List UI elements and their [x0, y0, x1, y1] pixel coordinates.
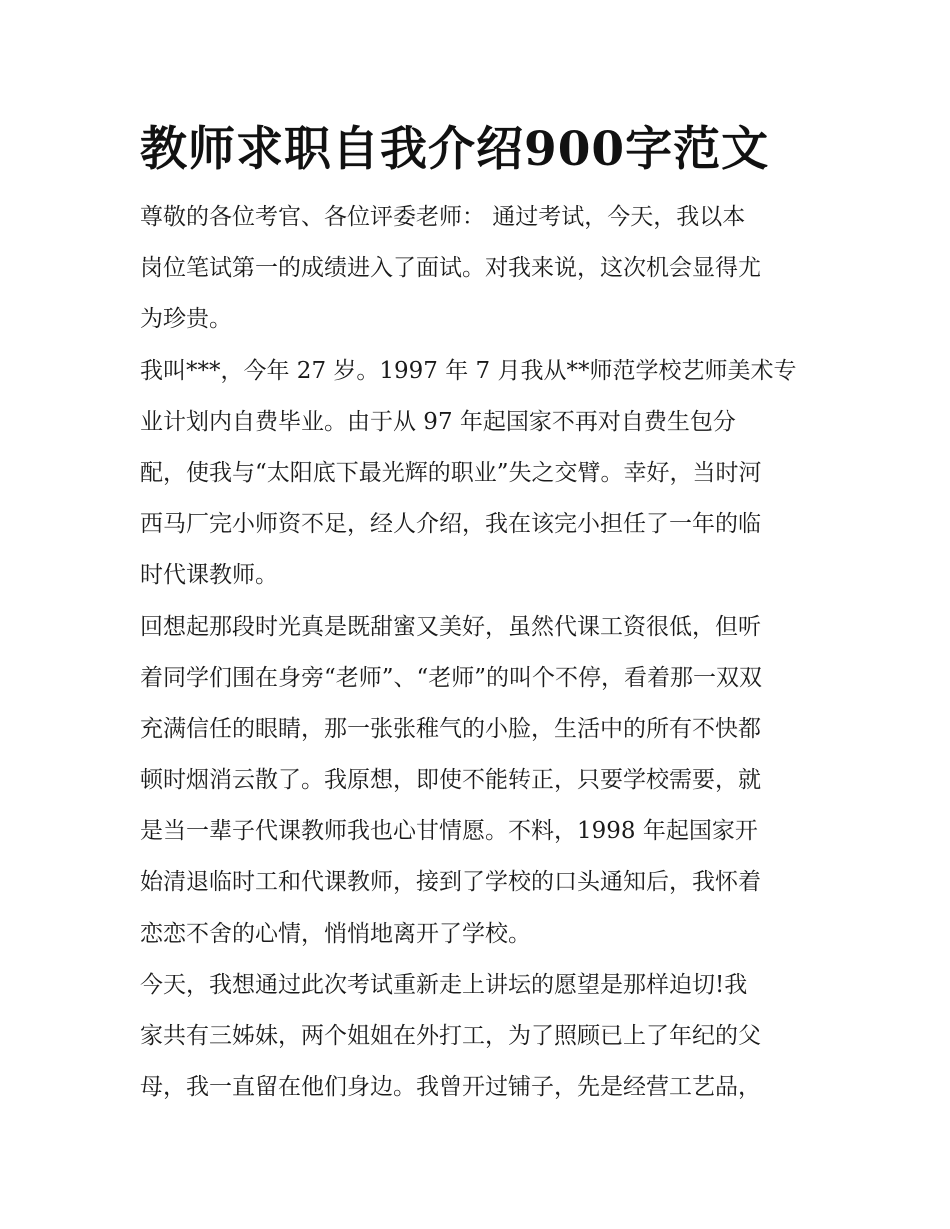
text-line: 着同学们围在身旁“老师”、“老师”的叫个不停，看着那一双双 [140, 664, 763, 691]
text-line: 恋恋不舍的心情，悄悄地离开了学校。 [140, 920, 531, 947]
paragraph-memories [140, 602, 812, 960]
title-suffix: 字范文 [625, 122, 770, 177]
text-line: 回想起那段时光真是既甜蜜又美好，虽然代课工资很低，但听 [140, 613, 761, 640]
text-line: 西马厂完小师资不足，经人介绍，我在该完小担任了一年的临 [140, 511, 761, 538]
text-line: 岗位笔试第一的成绩进入了面试。对我来说，这次机会显得尤 [140, 255, 761, 282]
text-line: 为珍贵。 [140, 306, 232, 333]
text-line: 尊敬的各位考官、各位评委老师： 通过考试，今天，我以本 [140, 204, 746, 230]
text-line: 始清退临时工和代课教师，接到了学校的口头通知后，我怀着 [140, 869, 761, 896]
text-line: 我叫***，今年 27 岁。1997 年 7 月我从**师范学校艺师美术专 [140, 357, 797, 384]
text-line: 业计划内自费毕业。由于从 97 年起国家不再对自费生包分 [140, 408, 736, 435]
text-line: 配，使我与“太阳底下最光辉的职业”失之交臂。幸好，当时河 [140, 459, 762, 486]
paragraph-background [140, 346, 812, 602]
text-line: 今天，我想通过此次考试重新走上讲坛的愿望是那样迫切!我 [140, 971, 748, 998]
document-body [140, 112, 812, 1113]
text-line: 顿时烟消云散了。我原想，即使不能转正，只要学校需要，就 [140, 767, 761, 794]
paragraph-greeting [140, 192, 812, 346]
text-line: 是当一辈子代课教师我也心甘情愿。不料，1998 年起国家开 [140, 818, 758, 845]
paragraph-present [140, 960, 812, 1114]
document-title [140, 112, 812, 188]
text-line: 充满信任的眼睛，那一张张稚气的小脸，生活中的所有不快都 [140, 715, 761, 742]
text-line: 家共有三姊妹，两个姐姐在外打工，为了照顾已上了年纪的父 [140, 1023, 761, 1049]
title-number: 900 [524, 122, 626, 177]
text-line: 母，我一直留在他们身边。我曾开过铺子，先是经营工艺品， [140, 1074, 761, 1101]
text-line: 时代课教师。 [140, 562, 278, 589]
title-prefix: 教师求职自我介绍 [140, 122, 524, 177]
